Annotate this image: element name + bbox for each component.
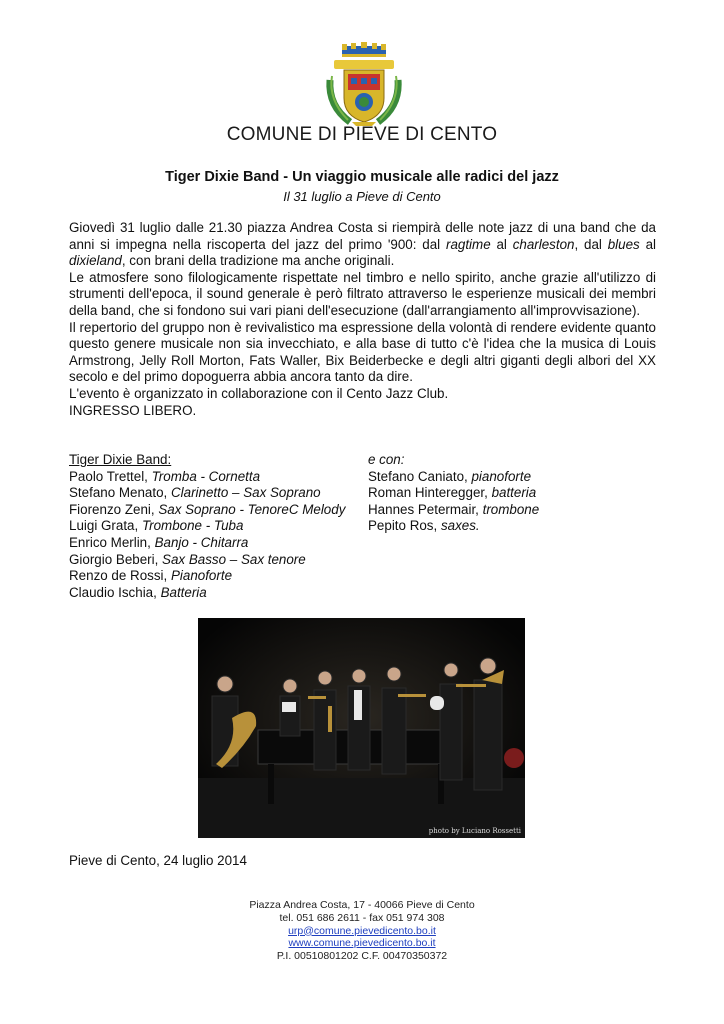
highlight-text: blues: [607, 236, 640, 252]
member-name: Roman Hinteregger,: [368, 485, 492, 501]
member-name: Giorgio Beberi,: [69, 551, 163, 567]
member-role: Pianoforte: [170, 568, 233, 584]
member-name: Renzo de Rossi,: [69, 568, 171, 584]
band-member: [69, 502, 369, 519]
paragraph-atmosphere: [69, 270, 656, 320]
member-name: Hannes Petermair,: [368, 501, 483, 517]
member-role: Sax Basso – Sax tenore: [162, 551, 306, 567]
text-run: L'evento è organizzato: [69, 385, 208, 401]
guest-member: [368, 518, 668, 535]
paragraph-organization: [69, 386, 656, 403]
highlight-text: Louis Armstrong, Jelly Roll Morton, Fats Waller, Bix Beiderbecke: [69, 336, 656, 368]
member-role: Tromba - Cornetta: [151, 468, 261, 484]
municipal-crest-icon: [324, 42, 404, 128]
dateline: Pieve di Cento, 24 luglio 2014: [69, 853, 247, 868]
member-name: Stefano Caniato,: [368, 468, 472, 484]
member-name: Stefano Menato,: [69, 485, 171, 501]
member-role: saxes.: [440, 518, 480, 534]
guests-column: [368, 452, 668, 535]
highlight-text: ragtime: [445, 236, 491, 252]
footer-address: Piazza Andrea Costa, 17 - 40066 Pieve di Cento: [249, 899, 475, 911]
guest-member: [368, 485, 668, 502]
text-run: Le atmosfere sono filologicamente rispettate nel timbro e nello spirito, anche grazie all'utilizzo di: [69, 269, 656, 285]
band-member: [69, 552, 369, 569]
band-member: [69, 469, 369, 486]
highlight-text: al: [639, 236, 656, 252]
highlight-text: dixieland: [69, 253, 122, 269]
member-name: Paolo Trettel,: [69, 468, 152, 484]
member-name: Enrico Merlin,: [69, 534, 155, 550]
highlight-text: riscoperta del jazz del primo '900: dal: [206, 236, 446, 252]
highlight-text: , dal: [574, 236, 608, 252]
article-title: Tiger Dixie Band - Un viaggio musicale alle radici del jazz: [165, 169, 559, 185]
member-name: Luigi Grata,: [69, 518, 142, 534]
email-link[interactable]: urp@comune.pievedicento.bo.it: [288, 924, 436, 937]
member-name: Pepito Ros,: [368, 518, 441, 534]
highlight-text: in collaborazione con il Cento Jazz Club: [207, 385, 445, 401]
member-name: Fiorenzo Zeni,: [69, 501, 159, 517]
paragraph-repertoire: [69, 320, 656, 386]
band-members-column: [69, 452, 369, 601]
band-member: [69, 485, 369, 502]
text-run: .: [444, 385, 449, 401]
member-role: batteria: [491, 485, 537, 501]
member-role: trombone: [482, 501, 540, 517]
member-role: pianoforte: [471, 468, 532, 484]
highlight-text: al: [490, 236, 513, 252]
footer-phone: tel. 051 686 2611 - fax 051 974 308: [279, 911, 445, 924]
member-role: Sax Soprano - TenoreC Melody: [158, 501, 346, 517]
member-role: Clarinetto – Sax Soprano: [171, 485, 321, 501]
text-run: , il sound generale è però filtrato attraverso le esperienze musicali dei membri della band, che si fondono sui vari piani dell'esecuzione (dall'arrangiamento all'improvvisazione).: [69, 286, 656, 318]
text-run: e degli altri giganti degli albori del XX secolo e del primo dopoguerra abbia ancora tanto da dire.: [69, 352, 656, 385]
band-heading: Tiger Dixie Band:: [69, 452, 172, 467]
text-run: , con brani della tradizione ma anche originali.: [121, 253, 395, 269]
footer: [0, 899, 724, 963]
article-subtitle: Il 31 luglio a Pieve di Cento: [283, 189, 441, 204]
guest-member: [368, 502, 668, 519]
band-member: [69, 585, 369, 602]
band-photo-image: [198, 618, 525, 838]
footer-tax-ids: P.I. 00510801202 C.F. 00470350372: [276, 950, 448, 963]
photo-credit: photo by Luciano Rossetti: [428, 827, 521, 835]
band-photo: [198, 618, 525, 838]
paragraph-intro: [69, 220, 656, 270]
member-role: Batteria: [160, 584, 207, 600]
paragraph-free-entry: INGRESSO LIBERO.: [69, 402, 197, 418]
text-run: Giovedì 31 luglio dalle 21.30 piazza Andrea Costa si riempirà delle note jazz di una band che da anni si impegna nella: [69, 220, 656, 252]
organization-name: COMUNE DI PIEVE DI CENTO: [226, 124, 498, 145]
website-link[interactable]: www.comune.pievedicento.bo.it: [288, 937, 436, 950]
band-member: [69, 518, 369, 535]
highlight-text: charleston: [512, 236, 575, 252]
member-role: Banjo - Chitarra: [154, 534, 249, 550]
guests-heading: e con:: [368, 452, 405, 467]
band-member: [69, 535, 369, 552]
article-body: [69, 220, 656, 419]
band-member: [69, 568, 369, 585]
member-name: Claudio Ischia,: [69, 584, 161, 600]
text-run: Il repertorio del gruppo non è revivalistico ma espressione della volontà di rendere evidente quanto questo genere musicale non sia invecchiato, e alla base di tutto c'è l'idea che la musica di: [69, 319, 656, 352]
highlight-text: strumenti dell'epoca: [69, 286, 189, 302]
member-role: Trombone - Tuba: [141, 518, 244, 534]
guest-member: [368, 469, 668, 486]
